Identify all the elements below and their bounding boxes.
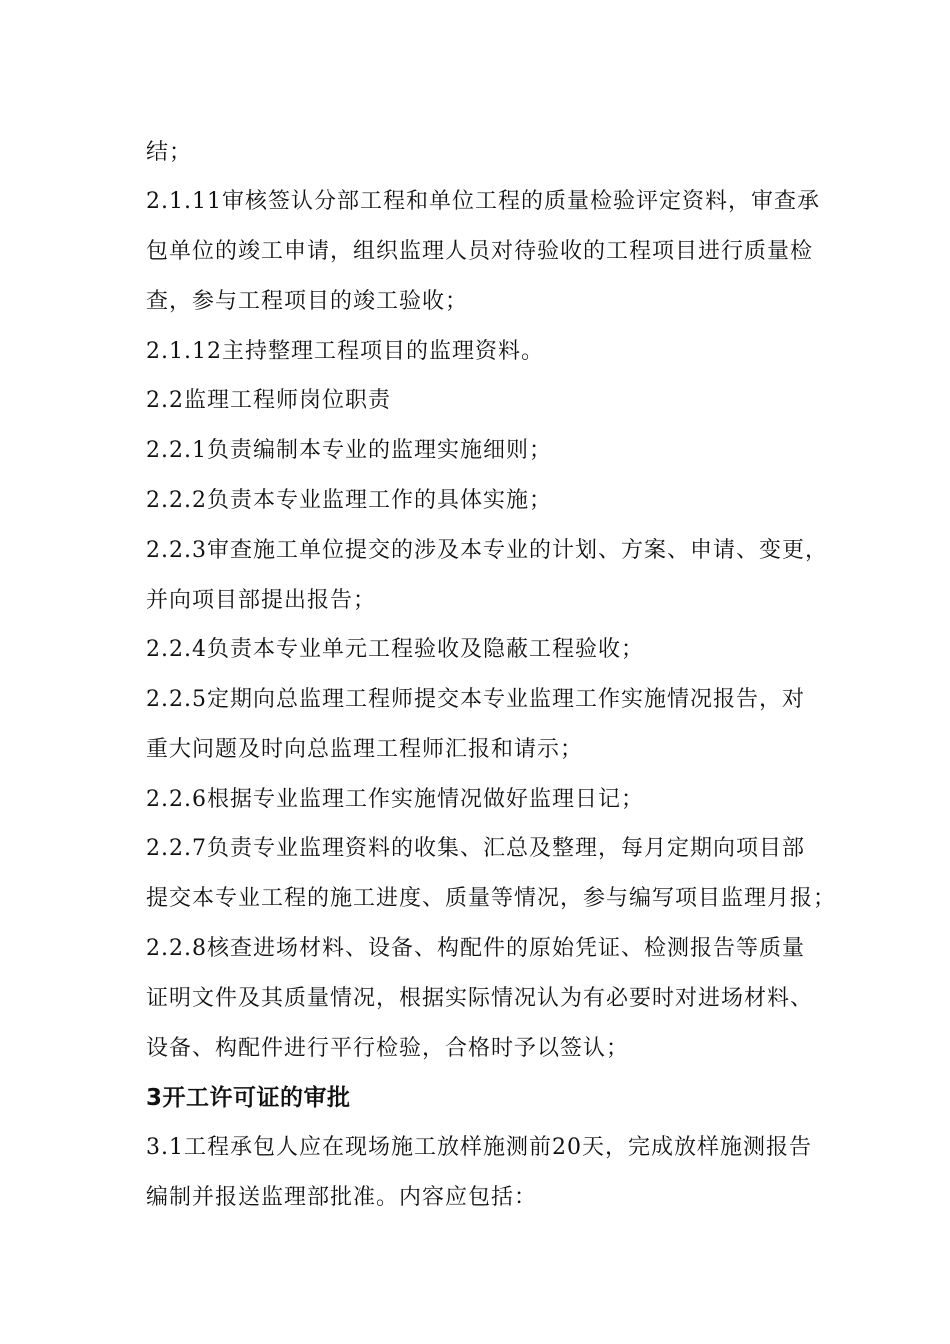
- text-line: 2.2.3审查施工单位提交的涉及本专业的计划、方案、申请、变更，: [146, 538, 828, 563]
- text-line: 2.2.5定期向总监理工程师提交本专业监理工作实施情况报告，对: [146, 687, 805, 712]
- text-line: 2.2.1负责编制本专业的监理实施细则；: [146, 438, 552, 463]
- text-line: 并向项目部提出报告；: [146, 588, 377, 613]
- text-line: 重大问题及时向总监理工程师汇报和请示；: [146, 737, 584, 762]
- text-line: 包单位的竣工申请，组织监理人员对待验收的工程项目进行质量检: [146, 239, 814, 264]
- text-line: 提交本专业工程的施工进度、质量等情况，参与编写项目监理月报；: [146, 886, 837, 911]
- text-line: 2.1.12主持整理工程项目的监理资料。: [146, 339, 544, 364]
- text-line: 2.1.11审核签认分部工程和单位工程的质量检验评定资料，审查承: [146, 189, 820, 214]
- text-line: 结；: [146, 140, 193, 165]
- text-line: 证明文件及其质量情况，根据实际情况认为有必要时对进场材料、: [146, 986, 814, 1011]
- text-line: 2.2.2负责本专业监理工作的具体实施；: [146, 488, 552, 513]
- text-line: 设备、构配件进行平行检验，合格时予以签认；: [146, 1036, 630, 1061]
- text-line: 2.2.6根据专业监理工作实施情况做好监理日记；: [146, 787, 644, 812]
- text-line: 查，参与工程项目的竣工验收；: [146, 289, 469, 314]
- text-line: 3.1工程承包人应在现场施工放样施测前20天，完成放样施测报告: [146, 1135, 812, 1160]
- section-heading: 2.2监理工程师岗位职责: [146, 388, 391, 413]
- chapter-heading: 3开工许可证的审批: [146, 1085, 351, 1111]
- text-line: 2.2.7负责专业监理资料的收集、汇总及整理，每月定期向项目部: [146, 836, 805, 861]
- text-line: 2.2.4负责本专业单元工程验收及隐蔽工程验收；: [146, 637, 644, 662]
- text-line: 2.2.8核查进场材料、设备、构配件的原始凭证、检测报告等质量: [146, 936, 805, 961]
- text-line: 编制并报送监理部批准。内容应包括：: [146, 1185, 538, 1210]
